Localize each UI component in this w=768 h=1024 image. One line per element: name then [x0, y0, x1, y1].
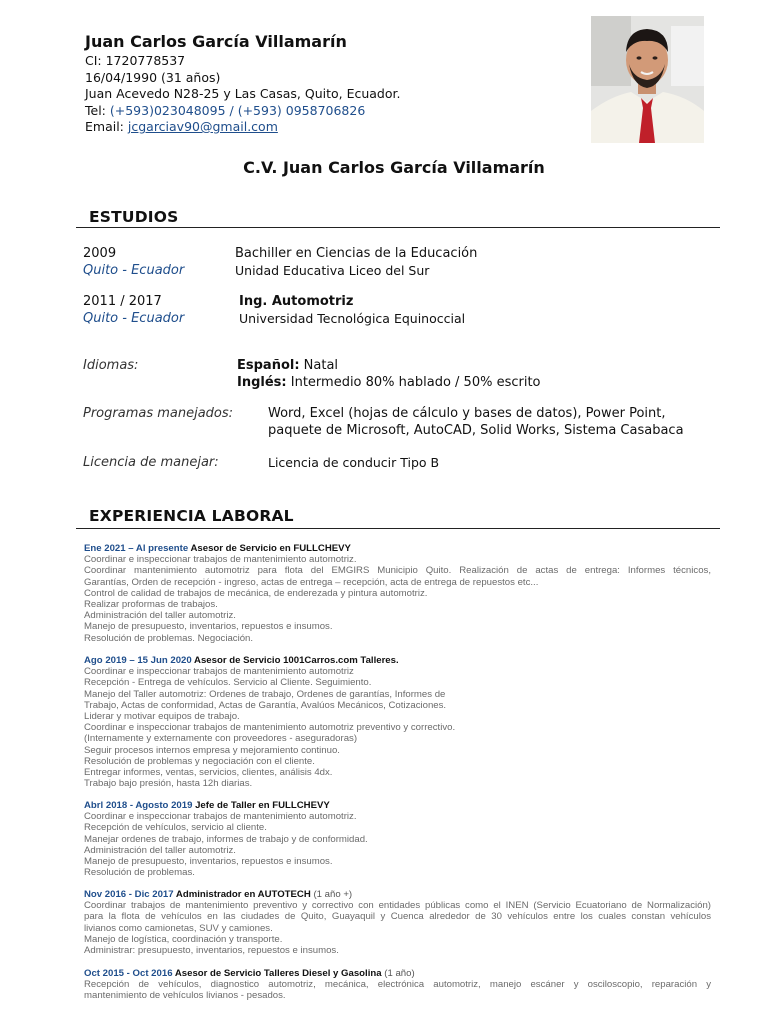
section-divider [76, 227, 720, 228]
job-duty: Coordinar e inspeccionar trabajos de mantenimiento automotriz [84, 666, 354, 678]
licencia-label: Licencia de manejar: [83, 455, 219, 470]
job-entry [84, 543, 711, 644]
job-duty: Trabajo bajo presión, hasta 12h diarias. [84, 778, 253, 790]
job-duty: Coordinar e inspeccionar trabajos de mantenimiento automotriz. [84, 554, 357, 566]
job-duty: Manejo de logística, coordinación y transporte. [84, 933, 283, 945]
job-heading [84, 543, 711, 554]
licencia-value: Licencia de conducir Tipo B [268, 455, 440, 470]
job-entry [84, 968, 711, 1002]
job-duty: Administración del taller automotriz. [84, 844, 236, 856]
job-duty: Manejo del Taller automotriz: Ordenes de trabajo, Ordenes de garantías, Informes de [84, 688, 446, 700]
programas-label: Programas manejados: [83, 406, 234, 421]
job-duty: Recepción de vehículos, diagnostico automotriz, mecánica, electrónica automotriz, manejo escáner y osciloscopio, reparación y [84, 979, 711, 991]
job-entry [84, 655, 711, 789]
job-duty: para la flota de vehículos en las ciudades de Quito, Guayaquil y Cuenca alrededor de 30 vehículos entre los cuales constan vehículos [84, 911, 711, 923]
edu-school: Universidad Tecnológica Equinoccial [239, 311, 466, 326]
contact-header [85, 31, 565, 136]
job-role: Asesor de Servicio en FULLCHEVY [188, 543, 351, 554]
job-duty: (Internamente y externamente con proveedores - aseguradoras) [84, 733, 358, 745]
section-title-experiencia: EXPERIENCIA LABORAL [89, 507, 294, 525]
job-duty: Administrar: presupuesto, inventarios, repuestos e insumos. [84, 945, 339, 957]
candidate-name: Juan Carlos García Villamarín [85, 32, 347, 51]
programas-line: paquete de Microsoft, AutoCAD, Solid Works, Sistema Casabaca [268, 423, 684, 438]
job-duty: Coordinar e inspeccionar trabajos de mantenimiento automotriz. [84, 811, 357, 823]
edu-school: Unidad Educativa Liceo del Sur [235, 263, 430, 278]
job-date: Nov 2016 - Dic 2017 [84, 889, 174, 900]
idiomas-label: Idiomas: [83, 358, 139, 373]
job-duty: livianos como camionetas, SUV y camiones. [84, 922, 273, 934]
profile-photo [591, 16, 704, 143]
job-date: Ago 2019 – 15 Jun 2020 [84, 655, 192, 666]
job-heading [84, 800, 711, 811]
job-duty: Trabajo, Actas de conformidad, Actas de Garantía, Avalúos Mecánicos, Cotizaciones. [84, 699, 447, 711]
job-duty: Coordinar e inspeccionar trabajos de mantenimiento automotriz preventivo y correctivo. [84, 722, 456, 734]
job-role: Administrador en AUTOTECH [173, 889, 311, 900]
job-duty: Recepción de vehículos, servicio al cliente. [84, 822, 267, 834]
language-level: Natal [299, 358, 339, 373]
language-spanish [237, 358, 338, 375]
job-duty: Resolución de problemas. [84, 867, 195, 879]
birth-date: 16/04/1990 (31 años) [85, 69, 221, 85]
job-duty: Control de calidad de trabajos de mecánica, de enderezada y pintura automotriz. [84, 587, 428, 599]
job-date: Abrl 2018 - Agosto 2019 [84, 800, 193, 811]
edu-degree: Bachiller en Ciencias de la Educación [235, 246, 478, 261]
job-duration: (1 año +) [310, 889, 353, 900]
ci-number: CI: 1720778537 [85, 53, 186, 68]
address: Juan Acevedo N28-25 y Las Casas, Quito, Ecuador. [85, 86, 401, 101]
language-level: Intermedio 80% hablado / 50% escrito [286, 375, 541, 390]
job-heading [84, 889, 711, 900]
job-duty: Seguir procesos internos empresa y mejoramiento continuo. [84, 744, 340, 756]
job-duty: Coordinar trabajos de mantenimiento preventivo y correctivo con entidades públicas como el INEN (Servicio Ecuatoriano de Normalización) [84, 900, 711, 912]
language-name: Inglés: [237, 375, 287, 390]
job-duty: Garantías, Orden de recepción - ingreso, actas de entrega – recepción, acta de entrega de repuestos etc... [84, 576, 539, 588]
email-line [85, 119, 565, 136]
cv-title: C.V. Juan Carlos García Villamarín [243, 158, 545, 177]
edu-year: 2009 [83, 246, 117, 261]
job-role: Jefe de Taller en FULLCHEVY [192, 800, 330, 811]
job-entry [84, 889, 711, 956]
job-entry [84, 800, 711, 878]
language-name: Español: [237, 358, 300, 373]
job-duty: Resolución de problemas y negociación con el cliente. [84, 755, 315, 767]
job-duty: Coordinar mantenimiento automotriz para flota del EMGIRS Municipio Quito. Realización de actas de entrega: Informes técnicos, [84, 565, 711, 577]
job-duty: Liderar y motivar equipos de trabajo. [84, 711, 240, 723]
edu-year: 2011 / 2017 [83, 294, 162, 309]
email-label: Email: [85, 119, 128, 134]
phone-line [85, 103, 565, 120]
programas-line: Word, Excel (hojas de cálculo y bases de datos), Power Point, [268, 406, 666, 421]
job-heading [84, 655, 711, 666]
email-link[interactable]: jcgarciav90@gmail.com [127, 119, 278, 134]
job-duty: Realizar proformas de trabajos. [84, 599, 218, 611]
job-duty: Manejo de presupuesto, inventarios, repuestos e insumos. [84, 856, 333, 868]
edu-degree: Ing. Automotriz [239, 294, 354, 309]
job-role: Asesor de Servicio 1001Carros.com Talleres. [191, 655, 399, 666]
job-duty: Resolución de problemas. Negociación. [84, 632, 254, 644]
section-divider [76, 528, 720, 529]
profile-photo-illustration [591, 16, 704, 143]
job-duration: (1 año) [381, 968, 415, 979]
phone-label: Tel: [85, 102, 110, 118]
job-date: Oct 2015 - Oct 2016 [84, 968, 173, 979]
job-duty: mantenimiento de vehículos livianos - pesados. [84, 990, 286, 1002]
edu-place: Quito - Ecuador [83, 311, 185, 326]
job-role: Asesor de Servicio Talleres Diesel y Gasolina [172, 968, 382, 979]
language-english [237, 375, 541, 392]
job-date: Ene 2021 – Al presente [84, 543, 189, 554]
edu-place: Quito - Ecuador [83, 263, 185, 278]
job-duty: Entregar informes, ventas, servicios, clientes, análisis 4dx. [84, 767, 333, 779]
phone-value: (+593)023048095 / (+593) 0958706826 [109, 102, 366, 118]
job-duty: Manejo de presupuesto, inventarios, repuestos e insumos. [84, 621, 333, 633]
job-heading [84, 968, 711, 979]
job-duty: Recepción - Entrega de vehículos. Servicio al Cliente. Seguimiento. [84, 677, 372, 689]
section-title-estudios: ESTUDIOS [89, 208, 179, 226]
job-duty: Administración del taller automotriz. [84, 610, 236, 622]
job-duty: Manejar ordenes de trabajo, informes de trabajo y de conformidad. [84, 833, 368, 845]
